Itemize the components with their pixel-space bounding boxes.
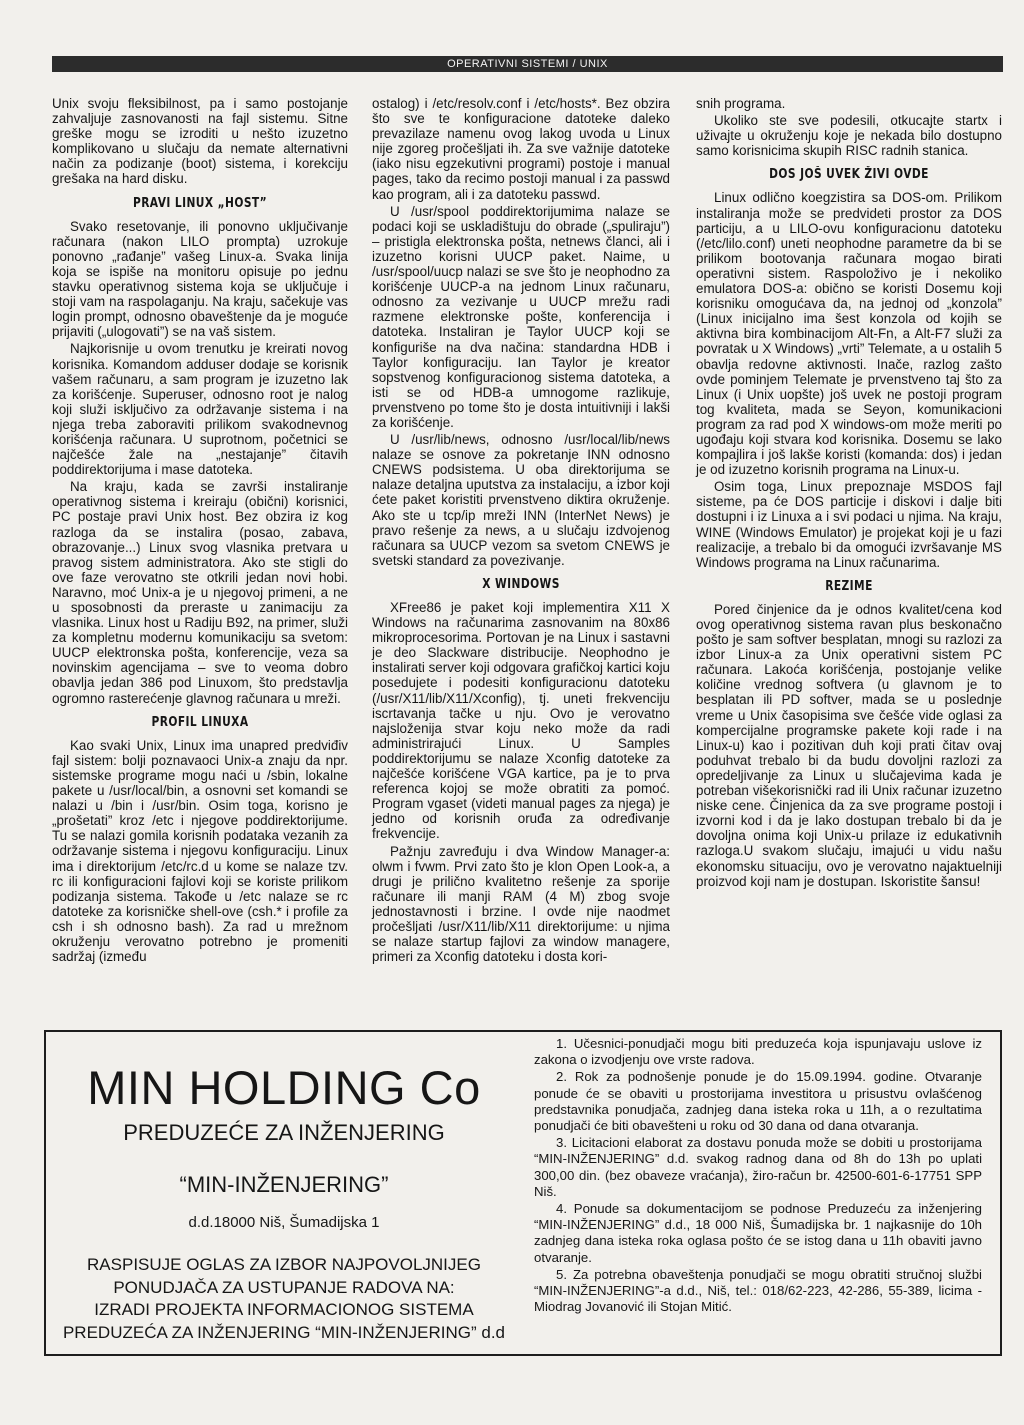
ad-company-name: MIN HOLDING Co <box>87 1061 481 1114</box>
paragraph: U /usr/lib/news, odnosno /usr/local/lib/news nalaze se osnove za pokretanje INN odnosno CNEWS podsistema. U oba direktorijuma se nalaze detaljna uputstva za instalaciju, a izbor koji ćete paket koristiti prvenstveno diktira okruženje. Ako ste u tcp/ip mreži INN (InterNet News) je pravo rešenje za news, a u slučaju izdvojenog računara sa UUCP vezom sa svetom CNEWS je svetski standard za povezivanje. <box>372 432 670 568</box>
ad-announcement-line: RASPISUJE OGLAS ZA IZBOR NAJPOVOLJNIJEG <box>87 1255 481 1274</box>
ad-condition-item: 5. Za potrebna obaveštenja ponudjači se mogu obratiti stručnoj službi “MIN-INŽENJERING”-a d.d., Niš, tel.: 018/62-223, 42-286, 55-389, licima -Miodrag Jovanović ili Stojan Mitić. <box>534 1266 982 1315</box>
ad-firm-name: “MIN-INŽENJERING” <box>179 1172 389 1197</box>
ad-conditions-list <box>534 1036 982 1316</box>
paragraph: Na kraju, kada se završi instaliranje operativnog sistema i kreiraju (obični) korisnici, PC postaje pravi Unix host. Bez obzira iz kog razloga da se instalira (posao, zabava, obrazovanje...) Linux svog vlasnika pretvara u pravog sistem administratora. Ako ste stigli do ove faze verovatno ste otkrili jedan novi hobi. Naravno, moć Unix-a je u njegovoj primeni, a ne u sposobnosti da preraste u zanimaciju za vlasnika. Linux host u Radiju B92, na primer, služi za kompletnu modernu komunikaciju sa svetom: UUCP elektronska pošta, konferencije, veza sa novinskim agencijama – sve to veoma dobro obavlja jedan 386 pod Linuxom, što predstavlja ogromno rasterećenje glavnog računara u mreži. <box>52 479 348 706</box>
subheading-rezime: REZIME <box>825 578 873 594</box>
paragraph: snih programa. <box>696 96 786 111</box>
ad-company-block <box>46 1032 522 1354</box>
paragraph: Osim toga, Linux prepoznaje MSDOS fajl sisteme, pa će DOS particije i diskovi i dalje biti dostupni i iz Linuxa a i svi podaci u njima. Na kraju, WINE (Windows Emulator) je projekat koji je u fazi realizacije, a trebalo bi da omogući izvršavanje MS Windows programa na Linux računarima. <box>696 479 1002 570</box>
paragraph: Ukoliko ste sve podesili, otkucajte startx i uživajte u okruženju koje je nekada bilo dostupno samo korisnicima skupih RISC radnih stanica. <box>696 113 1002 159</box>
ad-announcement <box>46 1254 522 1344</box>
paragraph: U /usr/spool poddirektorijumima nalaze se podaci koji se uskladištuju do obrade („spuliraju”) – pristigla elektronska pošta, netnews članci, ali i izuzetno korisni UUCP paket. Naime, u /usr/spool/uucp nalazi se sve što je neophodno za korišćenje UUCP-a na jednom Linux računaru, odnosno za vezivanje u UUCP mrežu radi razmene elektronske pošte, konferencija i datoteka. Instaliran je Taylor UUCP koji se konfiguriše na dva načina: standardna HDB i Taylor konfiguraciju. Ian Taylor je kreator sopstvenog konfiguracionog sistema datoteka, a isti se od HDB-a umnogome razlikuje, prvenstveno po tome što je dosta intuitivniji i lakši za korišćenje. <box>372 203 670 430</box>
tender-advertisement <box>44 1030 1002 1356</box>
paragraph: ostalog) i /etc/resolv.conf i /etc/hosts*. Bez obzira što sve te konfiguracione datoteke daleko prevazilaze namenu ovog lakog uvoda u Linux nije zgoreg pročešljati ih. Za sve važnije datoteke (iako nisu egzekutivni programi) postoje i manual pages, tako da recimo postoji manual i za passwd kao program, ali i za datoteku passwd. <box>372 96 670 202</box>
paragraph: Pored činjenice da je odnos kvalitet/cena kod ovog operativnog sistema ravan plus beskonačno pošto je sam softver besplatan, mnogi su razlozi za izbor Linux-a za Unix operativni sistem PC računara. Lakoća korišćenja, postojanje velike količine vrednog softvera (u glavnom je to besplatan ili PD softver, mada se u poslednje vreme u Unix časopisima sve češće vide oglasi za kompercijalne programske pakete koji rade i na Linux-u) kao i pozitivan duh koji prati čitav ovaj poduhvat trebalo bi da budu dovoljni razlozi za opredeljivanje za Linux u slučajevima kada je potreban višekorisnički rad ili Unix računar izuzetno niske cene. Činjenica da za sve programe postoji i izvorni kod i da je lako dostupan trebalo bi da je dovoljna onima koji Unix-u prilaze iz edukativnih razloga.U svakom slučaju, imajući u vidu našu ekonomsku situaciju, ovo je verovatno najaktuelniji proizvod koji nam je dostupan. Iskoristite šansu! <box>696 601 1002 889</box>
ad-condition-item: 4. Ponude sa dokumentacijom se podnose Preduzeću za inženjering “MIN-INŽENJERING” d.d., 18 000 Niš, Šumadijska br. 1 najkasnije do 10h zadnjeg dana isteka roka oglasa pošto će se istog dana u 11h obaviti javno otvaranje. <box>534 1201 982 1265</box>
article-column-2 <box>372 96 670 966</box>
paragraph: Kao svaki Unix, Linux ima unapred predviđiv fajl sistem: bolji poznavaoci Unix-a znaju da npr. sistemske programe mogu naći u /sbin, lokalne pakete u /usr/local/bin, a osnovni set komandi se nalazi u /bin i /usr/bin. Osim toga, korisno je „prošetati” kroz /etc i njegove poddirektorijume. Tu se nalazi gomila korisnih podataka vezanih za održavanje sistema i njegovu konfiguraciju. Linux ima i direktorijum /etc/rc.d u kome se nalaze tzv. rc ili konfiguracioni fajlovi koji se koriste prilikom podizanja sistema. Takođe u /etc nalaze se rc datoteke za korisničke shell-ove (csh.* i profile za csh i sh odnosno bash). Za rad u mrežnom okruženju verovatno potrebno je promeniti sadržaj (između <box>52 737 348 965</box>
article-column-3 <box>696 96 1002 891</box>
paragraph: Najkorisnije u ovom trenutku je kreirati novog korisnika. Komandom adduser dodaje se korisnik vašem računaru, a sam program je izuzetno lak za korišćenje. Superuser, odnosno root je nalog koji služi isključivo za održavanje sistema i na njega treba zaboraviti prilikom svakodnevnog korišćenja računara. U suprotnom, početnici se najčešće žale na „nestajanje” čitavih poddirektorijuma i mase datoteka. <box>52 341 348 478</box>
article-column-1 <box>52 96 348 966</box>
ad-subtitle: PREDUZEĆE ZA INŽENJERING <box>123 1120 445 1145</box>
section-header: OPERATIVNI SISTEMI / UNIX <box>52 56 1003 72</box>
subheading-profil-linuxa: PROFIL LINUXA <box>151 714 249 730</box>
paragraph: Unix svoju fleksibilnost, pa i samo postojanje zahvaljuje zasnovanosti na fajl sistemu. Sitne greške mogu se izroditi u nešto izuzetno komplikovano u slučaju da nemate alternativni način za podizanje (boot) sistema, i korekciju grešaka na hard disku. <box>52 96 348 187</box>
subheading-pravi-linux-host: PRAVI LINUX „HOST” <box>132 195 268 211</box>
subheading-x-windows: X WINDOWS <box>482 576 560 592</box>
ad-announcement-line: PREDUZEĆA ZA INŽENJERING “MIN-INŽENJERING” d.d <box>62 1322 506 1342</box>
ad-condition-item: 1. Učesnici-ponudjači mogu biti preduzeća koja ispunjavaju uslove iz zakona o izvodjenju ove vrste radova. <box>534 1036 982 1068</box>
ad-announcement-line: PONUDJAČA ZA USTUPANJE RADOVA NA: <box>113 1277 455 1297</box>
ad-condition-item: 2. Rok za podnošenje ponude je do 15.09.1994. godine. Otvaranje ponude će se obaviti u prostorijama investitora u prisustvu ovlašćenog predstavnika ponudjača, zadnjeg dana isteka roka u 11h, a o rezultatima ponudjači će biti obavešteni u roku od 30 dana od dana otvaranja. <box>534 1069 982 1134</box>
paragraph: Linux odlično koegzistira sa DOS-om. Prilikom instaliranja može se predvideti prostor za DOS particiju, a u LILO-ovu konfiguracionu datoteku (/etc/lilo.conf) uneti neophodne parametre da bi se prilikom bootovanja računara mogao birati operativni sistem. Raspoloživo je i nekoliko emulatora DOS-a: obično se koristi Dosemu koji korisniku omogućava da, na jednoj od „konzola” (Linux inicijalno ima šest konzola od kojih se aktivna bira kombinacijom Alt-Fn, a Alt-F7 služi za povratak u X Windows) „vrti” Telemate, a u ostalih 5 obavlja redovne aktivnosti. Inače, razlog zašto ovde pominjem Telemate je prvenstveno taj što za Linux (i Unix uopšte) još uvek ne postoji program tog kvaliteta, mada se Seyon, komunikacioni program za rad pod X windows-om može meriti po ugođaju koji stvara kod korisnika. Dosemu se lako kompajlira i još lakše koristi (komanda: dos) i jedan je od izuzetno korisnih programa na Linux-u. <box>696 190 1002 478</box>
ad-address: d.d.18000 Niš, Šumadijska 1 <box>188 1214 380 1231</box>
ad-condition-item: 3. Licitacioni elaborat za dostavu ponuda može se dobiti u prostorijama “MIN-INŽENJERING” d.d. svakog radnog dana od 8h do 13h po uplati 300,00 din. (bez obaveze vraćanja), žiro-račun br. 42500-601-6-17751 SPP Niš. <box>534 1135 982 1199</box>
subheading-dos-jos-uvek-zivi-ovde: DOS JOŠ UVEK ŽIVI OVDE <box>769 167 929 183</box>
paragraph: Svako resetovanje, ili ponovno uključivanje računara (nakon LILO prompta) uzrokuje ponovno „rađanje” vašeg Linux-a. Svaka linija koja se ispiše na monitoru opisuje po jednu stavku operativnog sistema koja se uključuje i stoji vam na raspolaganju. Na kraju, sačekuje vas login prompt, odnosno obaveštenje da je moguće prijaviti („ulogovati”) se na vaš sistem. <box>52 218 348 340</box>
ad-announcement-line: IZRADI PROJEKTA INFORMACIONOG SISTEMA <box>94 1300 474 1319</box>
paragraph: XFree86 je paket koji implementira X11 X Windows na računarima zasnovanim na 80x86 mikroprocesorima. Portovan je na Linux i sastavni je deo Slackware distribucije. Neophodno je instalirati server koji odgovara grafičkoj kartici koju posedujete i podesiti konfiguracionu datoteku (/usr/X11/lib/X11/Xconfig), tj. uneti frekvenciju iscrtavanja tačke u nju. Ovo je verovatno najsloženija stvar koju neko može da radi administrirajući Linux. U Samples poddirektorijumu se nalaze Xconfig datoteke za najčešće korišćene VGA kartice, pa je to prva referenca kojoj se može obratiti za pomoć. Program vgaset (videti manual pages za njega) je jedno od korisnih oruđa za određivanje frekvencije. <box>372 600 670 842</box>
paragraph: Pažnju zavređuju i dva Window Manager-a: olwm i fvwm. Prvi zato što je klon Open Look-a, a drugi je prilično kvalitetno rešenje za sporije računare ili manji RAM (4 M) zbog svoje jednostavnosti i brzine. I ovde nije naodmet pročešljati /usr/X11/lib/X11 direktorijume: u njima se nalaze startup fajlovi za window managere, primeri za Xconfig datoteku i dosta kori- <box>372 843 670 965</box>
